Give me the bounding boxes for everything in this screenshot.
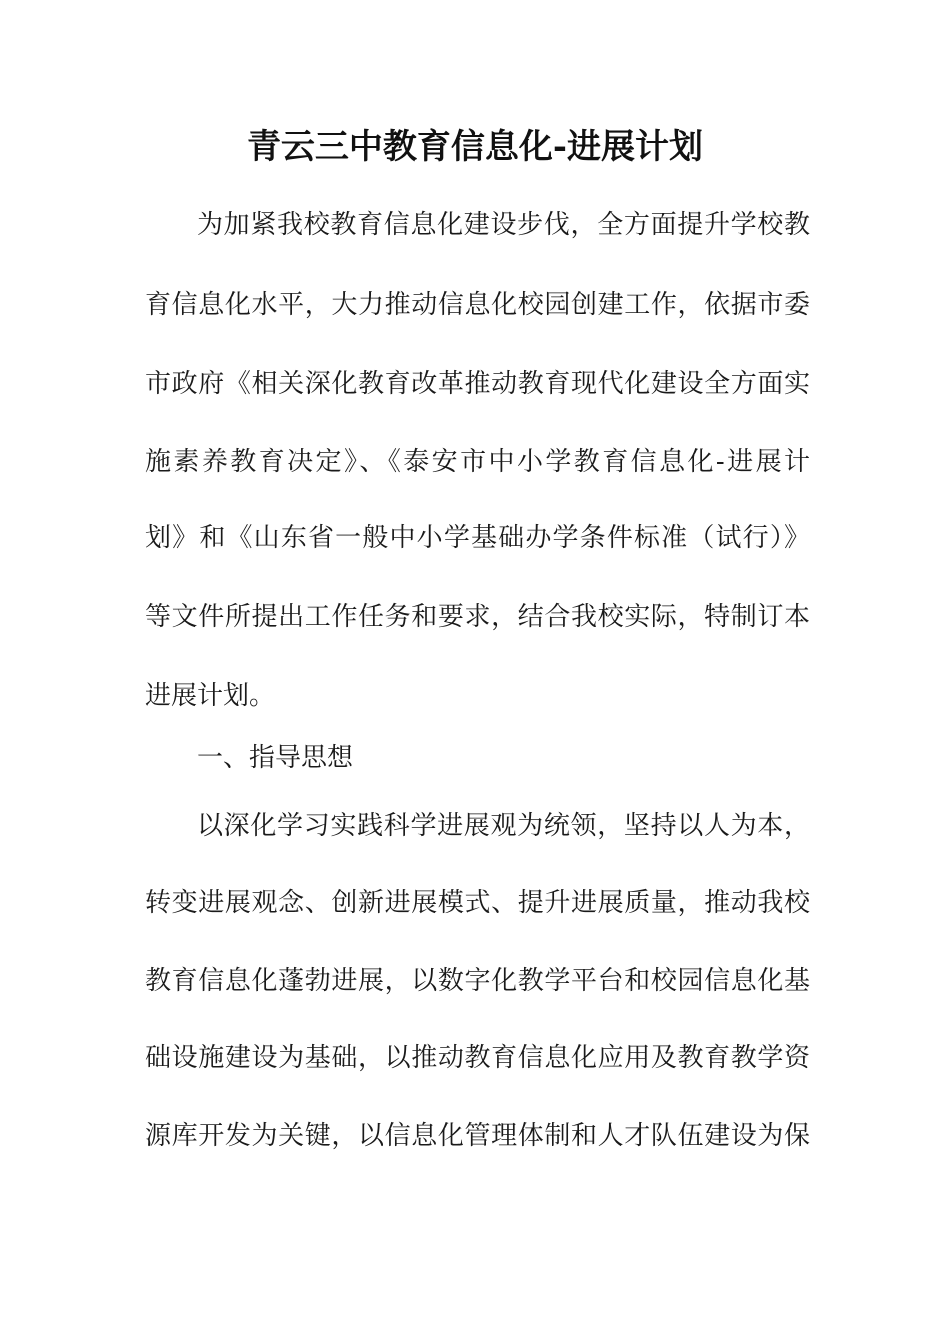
paragraph-line: 市政府《相关深化教育改革推动教育现代化建设全方面实 — [145, 369, 810, 399]
paragraph-line: 为加紧我校教育信息化建设步伐，全方面提升学校教 — [197, 210, 810, 240]
paragraph-line: 以深化学习实践科学进展观为统领，坚持以人为本， — [197, 811, 810, 841]
paragraph-line: 转变进展观念、创新进展模式、提升进展质量，推动我校 — [145, 888, 810, 918]
paragraph-line: 育信息化水平，大力推动信息化校园创建工作，依据市委 — [145, 290, 810, 320]
paragraph-line: 划》和《山东省一般中小学基础办学条件标准（试行）》 — [145, 523, 810, 553]
paragraph-line: 教育信息化蓬勃进展，以数字化教学平台和校园信息化基 — [145, 966, 810, 996]
paragraph-line: 施素养教育决定》、《泰安市中小学教育信息化-进展计 — [145, 447, 810, 477]
paragraph-line: 进展计划。 — [145, 681, 276, 711]
paragraph-line: 等文件所提出工作任务和要求，结合我校实际，特制订本 — [145, 602, 810, 632]
document-title: 青云三中教育信息化-进展计划 — [246, 127, 704, 167]
paragraph-line: 础设施建设为基础，以推动教育信息化应用及教育教学资 — [145, 1043, 810, 1073]
paragraph-line: 源库开发为关键，以信息化管理体制和人才队伍建设为保 — [145, 1121, 810, 1151]
section-heading: 一、指导思想 — [197, 743, 354, 773]
